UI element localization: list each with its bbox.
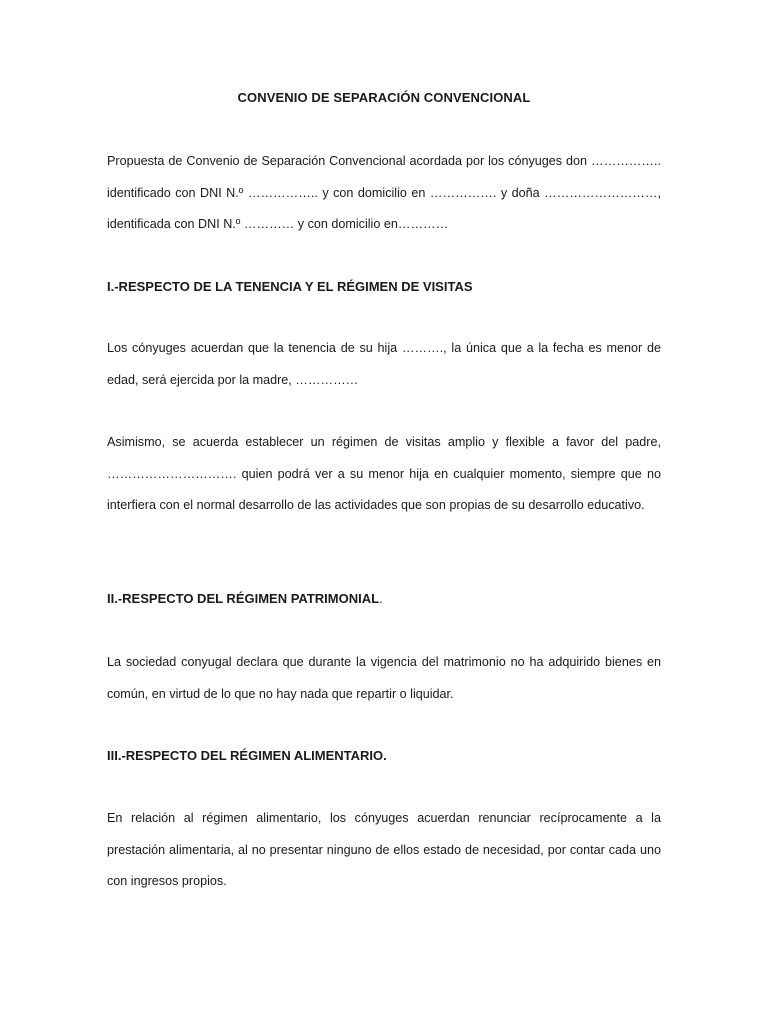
patrimonial-paragraph: La sociedad conyugal declara que durante la vigencia del matrimonio no ha adquirido bienes en común, en virtud de lo que no hay nada que repartir o liquidar. [107, 655, 661, 701]
tenencia-paragraph: Los cónyuges acuerdan que la tenencia de su hija ………., la única que a la fecha es menor de edad, será ejercida por la madre, …………… [107, 341, 661, 387]
alimentario-paragraph: En relación al régimen alimentario, los cónyuges acuerdan renunciar recíprocamente a la prestación alimentaria, al no presentar ninguno de ellos estado de necesidad, por contar cada uno con ingresos propios. [107, 811, 661, 888]
section-heading-text: III.-RESPECTO DEL RÉGIMEN ALIMENTARIO. [107, 748, 387, 763]
section-heading-text: I.-RESPECTO DE LA TENENCIA Y EL RÉGIMEN DE VISITAS [107, 279, 473, 294]
intro-paragraph: Propuesta de Convenio de Separación Convencional acordada por los cónyuges don …………….. identificado con DNI N.º …………….. y con domicilio en ……………. y doña ………………………, identificada con DNI N.º ………… y con domicilio en………… [107, 154, 661, 231]
section-heading-alimentario [107, 746, 661, 766]
section-heading-tenencia [107, 277, 661, 297]
section-heading-trail: . [379, 591, 383, 606]
section-heading-text: II.-RESPECTO DEL RÉGIMEN PATRIMONIAL [107, 591, 380, 606]
section-heading-patrimonial [107, 589, 661, 609]
document-title: CONVENIO DE SEPARACIÓN CONVENCIONAL [237, 90, 531, 105]
visitas-paragraph: Asimismo, se acuerda establecer un régimen de visitas amplio y flexible a favor del padre, …………………………. quien podrá ver a su menor hija en cualquier momento, siempre que no interfiera con el normal desarrollo de las actividades que son propias de su desarrollo educativo. [107, 435, 661, 512]
